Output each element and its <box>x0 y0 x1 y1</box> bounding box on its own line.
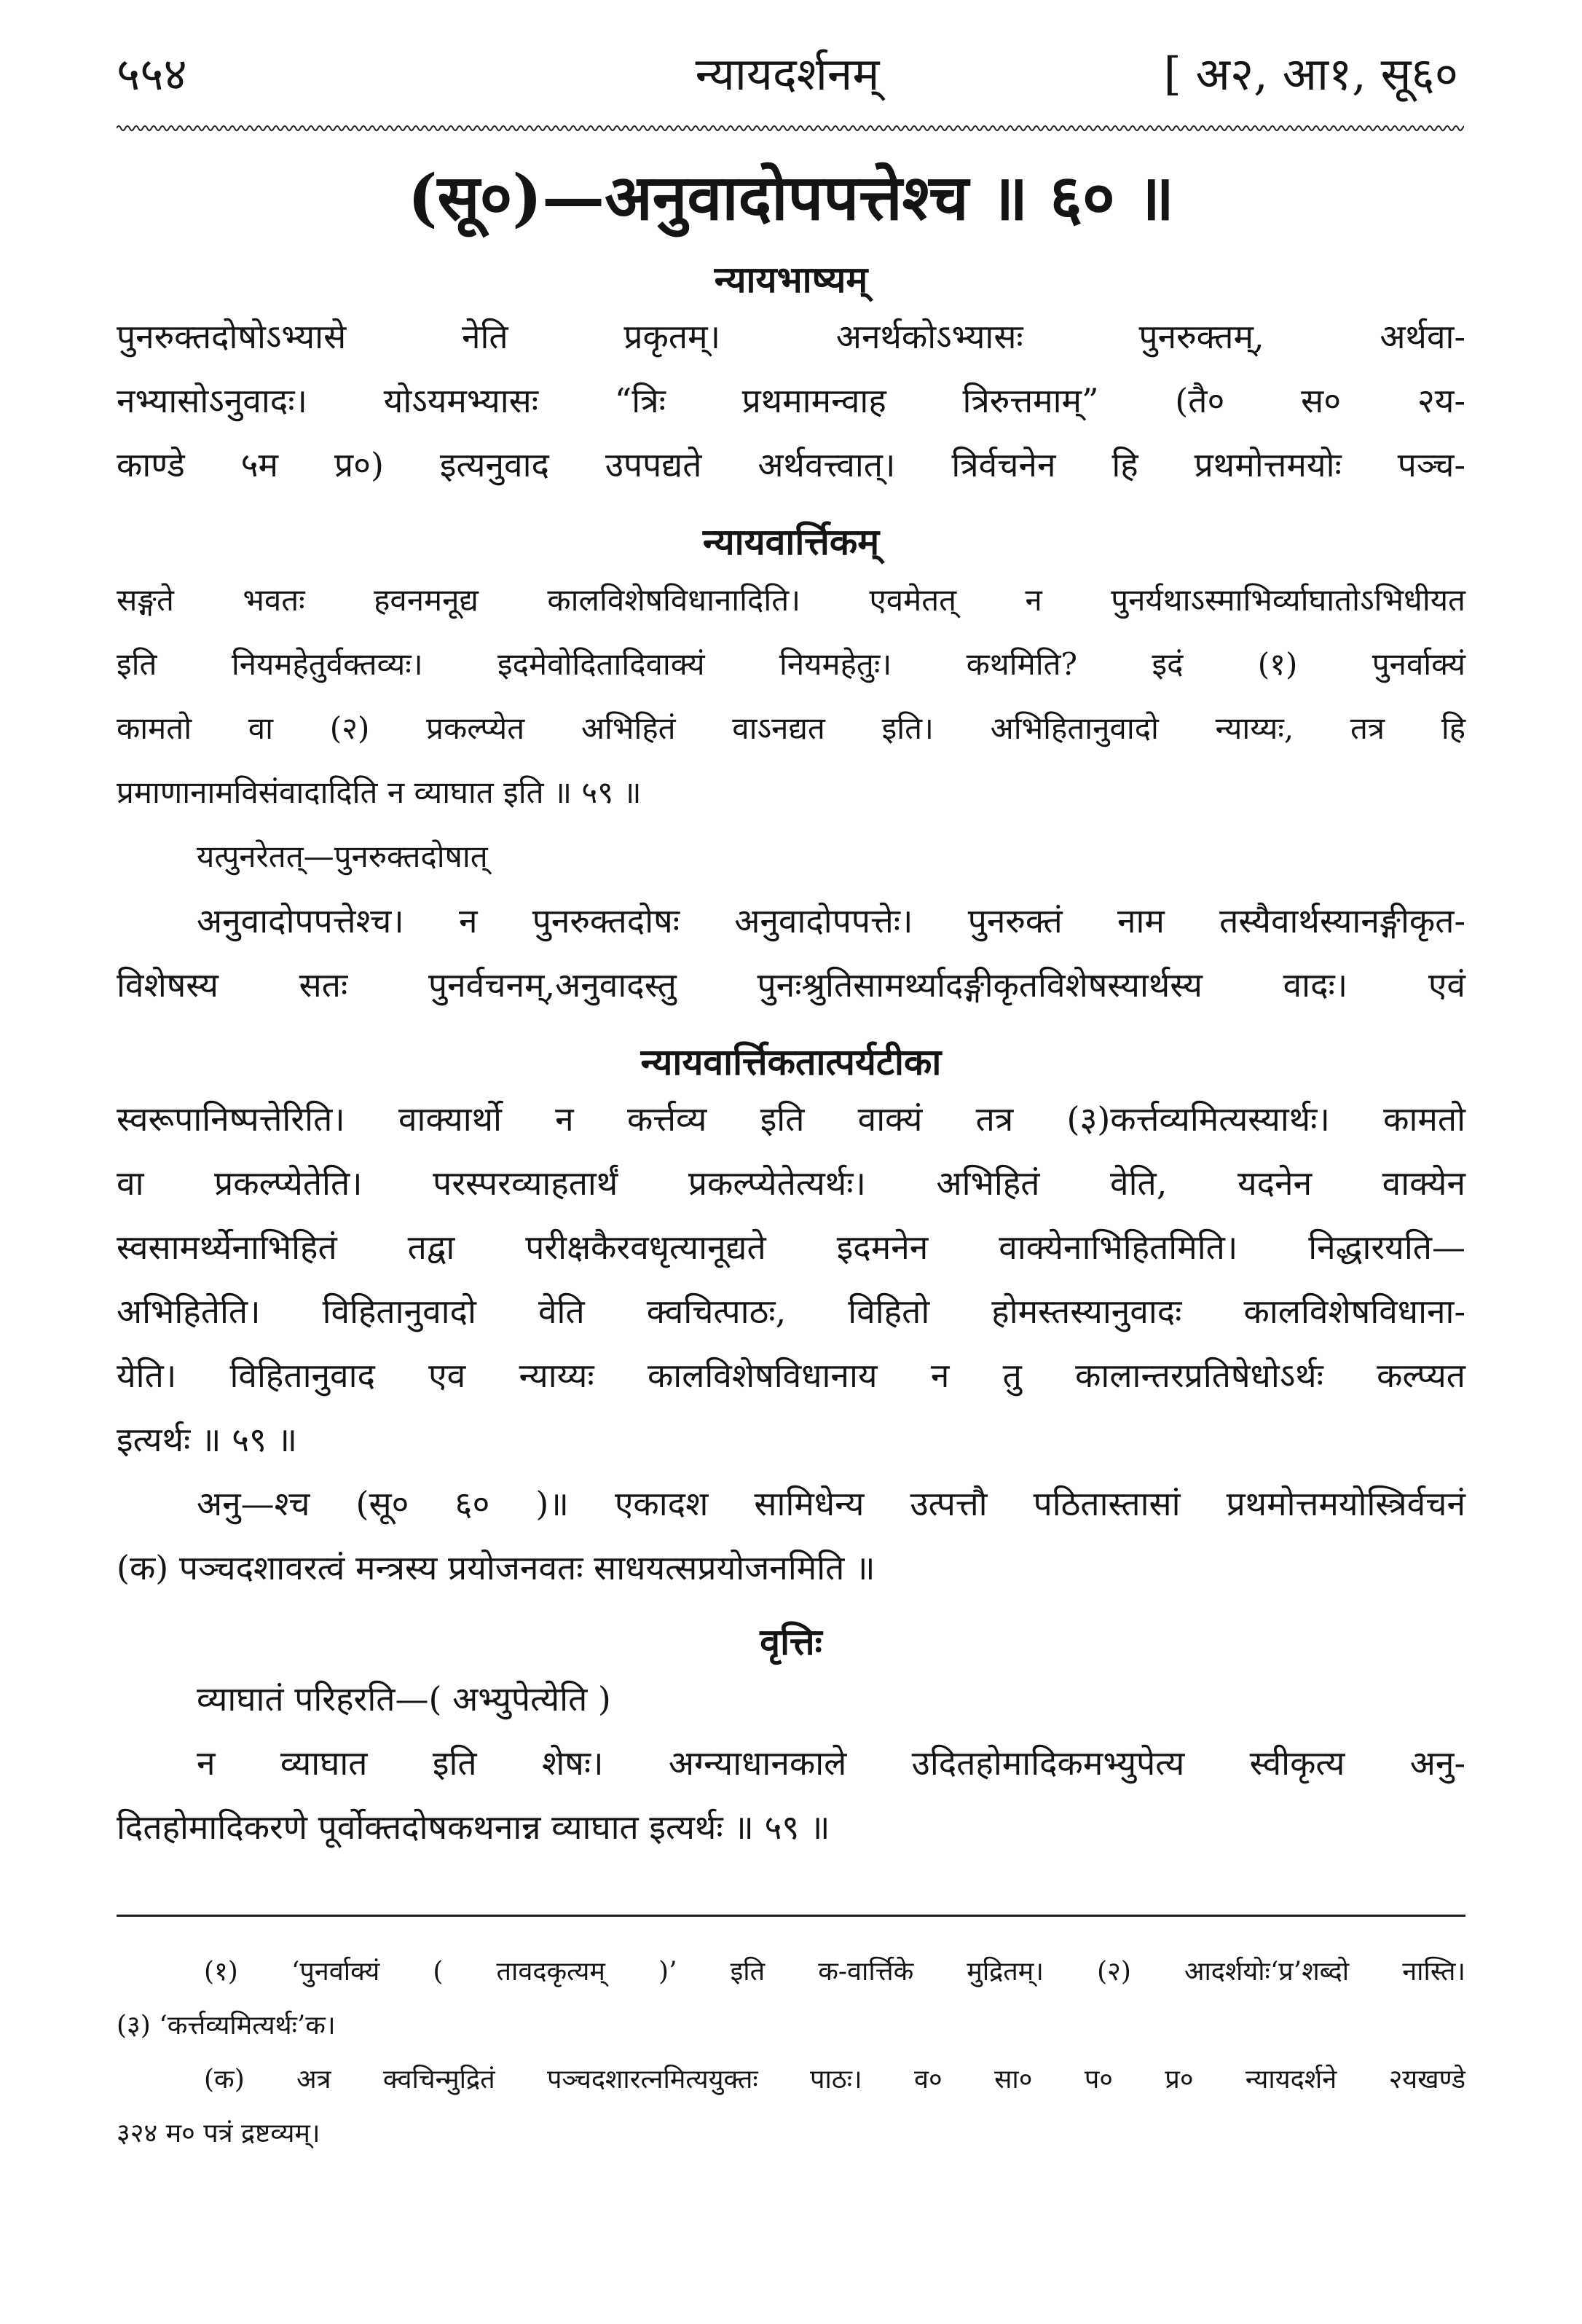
footnote-k-line-2: ३२४ म० पत्रं द्रष्टव्यम्। <box>117 2119 320 2148</box>
tika-line-3: स्वसामर्थ्येनाभिहितं तद्वा परीक्षकैरवधृत्यानूद्यते इदमनेन वाक्येनाभिहितमिति। निद्धारयति— <box>117 1228 1465 1267</box>
bhashya-heading: न्यायभाष्यम् <box>714 258 868 301</box>
header-wavy-rule <box>117 122 1464 134</box>
tika-line-1: स्वरूपानिष्पत्तेरिति। वाक्यार्थो न कर्त्तव्य इति वाक्यं तत्र (३)कर्त्तव्यमित्यस्यार्थः। कामतो <box>117 1099 1465 1139</box>
vartika-main-line-2: विशेषस्य सतः पुनर्वचनम्,अनुवादस्तु पुनःश्रुतिसामर्थ्यादङ्गीकृतविशेषस्यार्थस्य वादः। एवं <box>117 965 1465 1005</box>
vartika-heading: न्यायवार्त्तिकम् <box>702 520 880 563</box>
bhashya-line-3: काण्डे ५म प्र०) इत्यनुवाद उपपद्यते अर्थवत्त्वात्। त्रिर्वचनेन हि प्रथमोत्तमयोः पञ्च- <box>117 445 1465 484</box>
tika-line-5: येति। विहितानुवाद एव न्याय्यः कालविशेषविधानाय न तु कालान्तरप्रतिषेधोऽर्थः कल्प्यत <box>117 1356 1465 1395</box>
vritti-line-2: दितहोमादिकरणे पूर्वोक्तदोषकथनान्न व्याघात इत्यर्थः ॥ ५९ ॥ <box>117 1807 830 1847</box>
tika-line-6: इत्यर्थः ॥ ५९ ॥ <box>117 1420 298 1459</box>
vritti-intro: व्याघातं परिहरति—( अभ्युपेत्येति ) <box>197 1679 611 1719</box>
footnote-3: (३) ‘कर्त्तव्यमित्यर्थः’क। <box>117 2011 336 2041</box>
tika-sutra-line-2: (क) पञ्चदशावरत्वं मन्त्रस्य प्रयोजनवतः साधयत्सप्रयोजनमिति ॥ <box>117 1548 875 1587</box>
running-title: न्यायदर्शनम् <box>695 47 880 101</box>
page-number: ५५४ <box>117 47 187 101</box>
footnote-1-2: (१) ‘पुनर्वाक्यं ( तावदकृत्यम् )’ इति क-वार्त्तिके मुद्रितम्। (२) आदर्शयोः‘प्र’शब्दो नास्ति। <box>204 1957 1465 1987</box>
tika-line-4: अभिहितेति। विहितानुवादो वेति क्वचित्पाठः, विहितो होमस्तस्यानुवादः कालविशेषविधाना- <box>117 1292 1465 1331</box>
tika-sutra-line-1: अनु—श्च (सू० ६० )॥ एकादश सामिधेन्य उत्पत्तौ पठितास्तासां प्रथमोत्तमयोस्त्रिर्वचनं <box>197 1484 1465 1523</box>
vartika-intro-line-4: प्रमाणानामविसंवादादिति न व्याघात इति ॥ ५९ ॥ <box>117 774 642 810</box>
tika-line-2: वा प्रकल्प्येतेति। परस्परव्याहतार्थं प्रकल्प्येतेत्यर्थः। अभिहितं वेति, यदनेन वाक्येन <box>117 1163 1465 1203</box>
bhashya-line-1: पुनरुक्तदोषोऽभ्यासे नेति प्रकृतम्। अनर्थकोऽभ्यासः पुनरुक्तम्, अर्थवा- <box>117 317 1465 356</box>
footnote-separator <box>117 1915 1465 1917</box>
sutra-heading: (सू०)—अनुवादोपपत्तेश्च ॥ ६० ॥ <box>407 161 1175 235</box>
vritti-line-1: न व्याघात इति शेषः। अग्न्याधानकाले उदितहोमादिकमभ्युपेत्य स्वीकृत्य अनु- <box>197 1743 1465 1783</box>
tika-heading: न्यायवार्त्तिकतात्पर्यटीका <box>640 1040 942 1083</box>
running-header <box>117 42 1458 115</box>
vritti-heading: वृत्तिः <box>760 1620 822 1663</box>
vartika-main-line-1: अनुवादोपपत्तेश्च। न पुनरुक्तदोषः अनुवादोपपत्तेः। पुनरुक्तं नाम तस्यैवार्थस्यानङ्गीकृत- <box>197 901 1465 941</box>
vartika-intro-line-1: सङ्गते भवतः हवनमनूद्य कालविशेषविधानादिति। एवमेतत् न पुनर्यथाऽस्माभिर्व्याघातोऽभिधीयत <box>117 582 1465 618</box>
vartika-start: यत्पुनरेतत्—पुनरुक्तदोषात् <box>197 839 488 874</box>
section-reference: [ अ२, आ१, सू६० <box>1163 47 1458 101</box>
vartika-intro-line-3: कामतो वा (२) प्रकल्प्येत अभिहितं वाऽनद्यत इति। अभिहितानुवादो न्याय्यः, तत्र हि <box>117 710 1465 746</box>
footnote-k-line-1: (क) अत्र क्वचिन्मुद्रितं पञ्चदशारत्नमित्ययुक्तः पाठः। व० सा० प० प्र० न्यायदर्शने २यखण्डे <box>204 2065 1465 2095</box>
bhashya-line-2: नभ्यासोऽनुवादः। योऽयमभ्यासः “त्रिः प्रथमामन्वाह त्रिरुत्तमाम्” (तै० स० २य- <box>117 381 1465 420</box>
vartika-intro-line-2: इति नियमहेतुर्वक्तव्यः। इदमेवोदितादिवाक्यं नियमहेतुः। कथमिति? इदं (१) पुनर्वाक्यं <box>117 646 1465 682</box>
